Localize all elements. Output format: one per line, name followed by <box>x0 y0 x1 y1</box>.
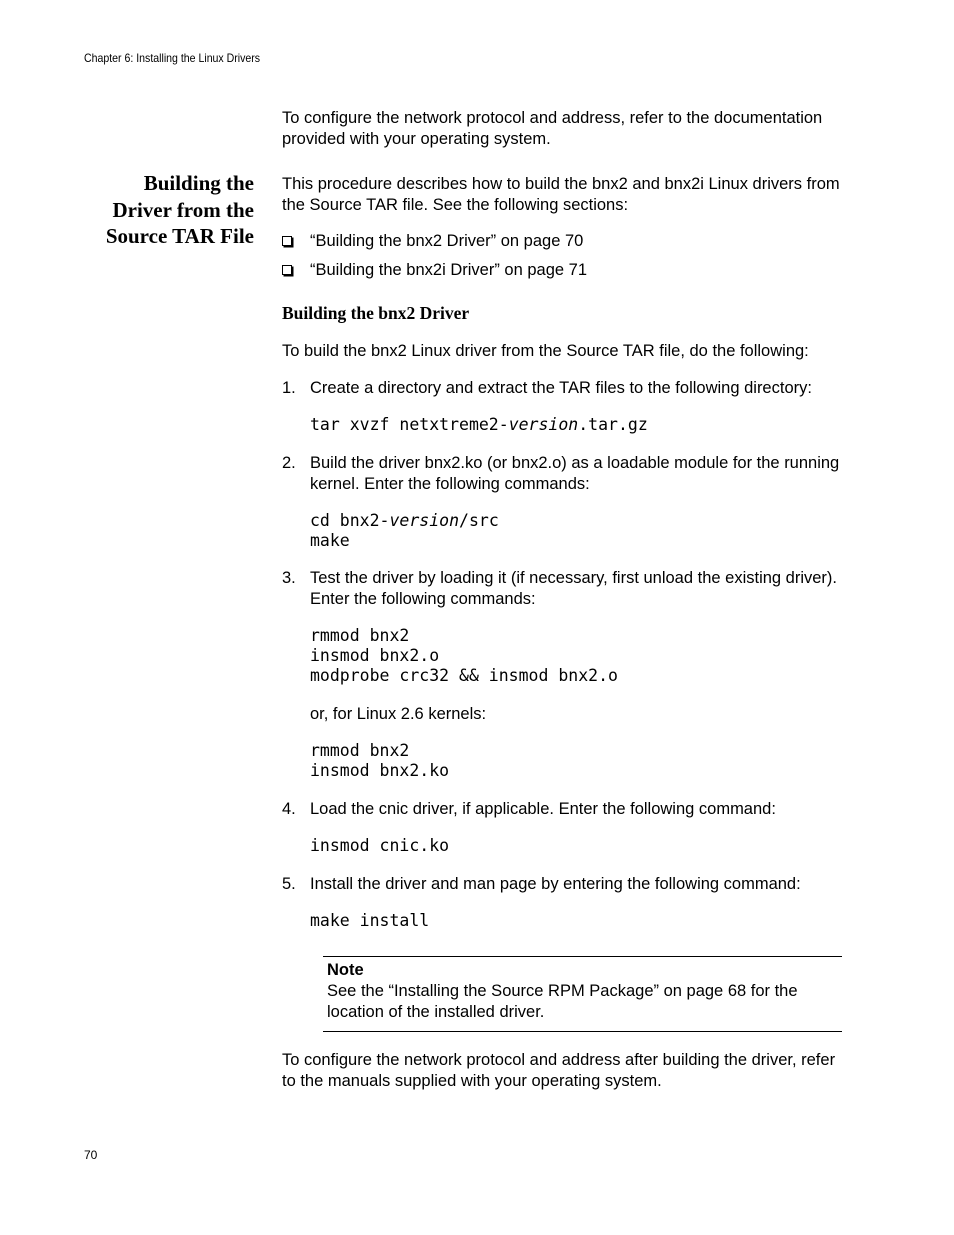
checkbox-bullet-icon <box>282 236 292 246</box>
step-text: Load the cnic driver, if applicable. Enter the following command: <box>310 800 776 818</box>
note-box <box>323 956 842 1032</box>
section-title <box>60 170 254 250</box>
step-text: Create a directory and extract the TAR files to the following directory: <box>310 379 812 397</box>
code-block: insmod cnic.ko <box>310 836 450 855</box>
section-title-line: Building the <box>143 171 254 195</box>
code-block: rmmod bnx2 insmod bnx2.ko <box>310 741 450 780</box>
step-number: 3. <box>282 569 296 587</box>
step-text: Install the driver and man page by entering the following command: <box>310 875 801 893</box>
section-title-line: Driver from the <box>112 197 254 222</box>
list-item <box>282 260 842 280</box>
intro-paragraph: To configure the network protocol and address, refer to the documentation provided with your operating system. <box>282 109 823 148</box>
checkbox-bullet-icon <box>282 265 292 275</box>
subsection-intro: To build the bnx2 Linux driver from the Source TAR file, do the following: <box>282 342 809 360</box>
note-text: See the “Installing the Source RPM Package” on page 68 for the location of the installed driver. <box>327 982 798 1021</box>
step-text: Test the driver by loading it (if necessary, first unload the existing driver). Enter the following commands: <box>310 569 838 608</box>
chapter-header: Chapter 6: Installing the Linux Drivers <box>84 51 261 65</box>
section-title-line: Source TAR File <box>105 224 254 248</box>
cross-reference-link[interactable]: “Building the bnx2i Driver” on page 71 <box>310 261 587 279</box>
page-number: 70 <box>84 1148 98 1162</box>
list-item <box>282 231 842 251</box>
closing-paragraph: To configure the network protocol and address after building the driver, refer to the manuals supplied with your operating system. <box>282 1051 836 1090</box>
alt-instruction: or, for Linux 2.6 kernels: <box>310 705 487 723</box>
code-block: tar xvzf netxtreme2-version.tar.gz <box>310 415 648 434</box>
step-number: 5. <box>282 875 296 893</box>
section-description: This procedure describes how to build the bnx2 and bnx2i Linux drivers from the Source TAR file. See the following sections: <box>282 175 840 214</box>
step-number: 4. <box>282 800 296 818</box>
note-label: Note <box>327 961 364 979</box>
code-block: cd bnx2-version/src make <box>310 511 499 550</box>
code-block: make install <box>310 911 430 930</box>
step-text: Build the driver bnx2.ko (or bnx2.o) as a loadable module for the running kernel. Enter the following commands: <box>310 454 840 493</box>
step-number: 1. <box>282 379 296 397</box>
code-block: rmmod bnx2 insmod bnx2.o modprobe crc32 && insmod bnx2.o <box>310 626 618 685</box>
step-number: 2. <box>282 454 296 472</box>
subsection-title: Building the bnx2 Driver <box>282 303 470 323</box>
cross-reference-link[interactable]: “Building the bnx2 Driver” on page 70 <box>310 232 584 250</box>
